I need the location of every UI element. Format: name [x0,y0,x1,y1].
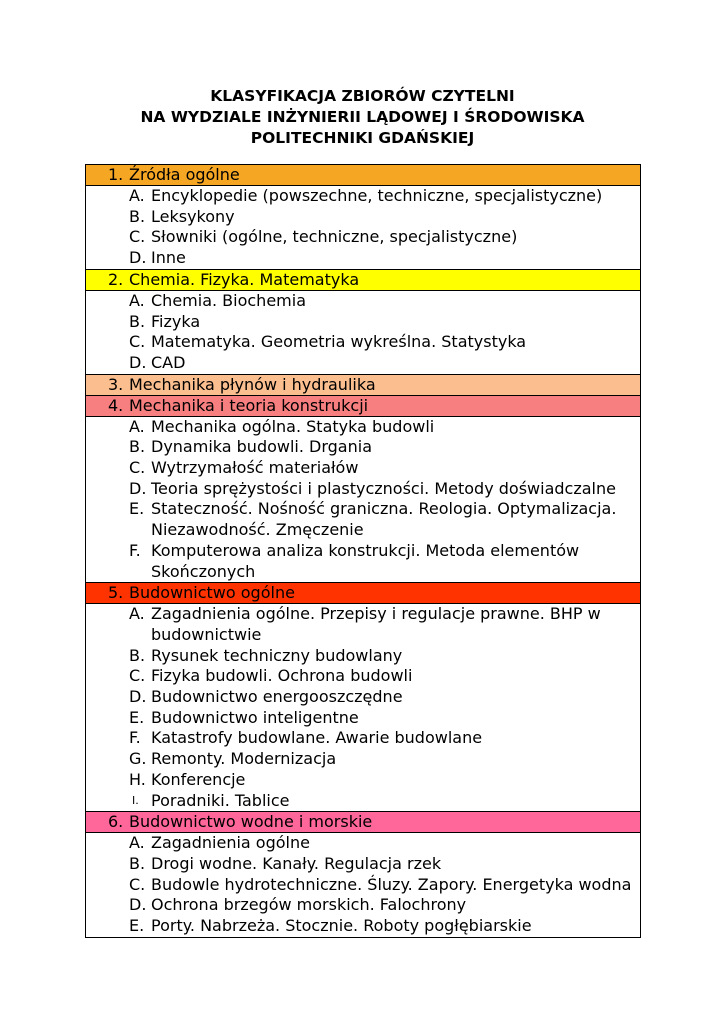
section-header [86,583,640,604]
item-letter: H. [129,769,146,789]
list-item [86,666,640,687]
title-line-1: KLASYFIKACJA ZBIORÓW CZYTELNI [210,87,515,105]
item-text: Zagadnienia ogólne. Przepisy i regulacje prawne. BHP w budownictwie [151,604,601,644]
list-item [86,646,640,667]
list-item [86,728,640,749]
section-number: 4. [108,395,124,415]
item-letter: B. [129,311,146,331]
item-letter: F. [129,540,141,560]
list-item [86,687,640,708]
item-letter: A. [129,290,145,310]
list-item [86,437,640,458]
list-item [86,499,640,540]
item-text: Encyklopedie (powszechne, techniczne, specjalistyczne) [151,186,603,205]
item-text: Słowniki (ogólne, techniczne, specjalistyczne) [151,227,518,247]
item-letter: D. [129,352,147,372]
section-header [86,375,640,395]
section-items [86,604,640,811]
section-items [86,291,640,374]
list-item [86,227,640,248]
section-label: Źródła ogólne [129,165,240,184]
item-text: Matematyka. Geometria wykreślna. Statystyka [151,332,527,352]
item-text: Inne [151,248,186,268]
section-6 [86,811,640,937]
section-header [86,270,640,291]
item-text: Drogi wodne. Kanały. Regulacja rzek [151,853,442,873]
item-letter: G. [129,749,147,769]
item-text: Mechanika ogólna. Statyka budowli [151,416,435,436]
item-text: Teoria sprężystości i plastyczności. Metody doświadczalne [151,478,616,498]
item-letter: A. [129,186,145,205]
list-item [86,186,640,207]
item-text: CAD [151,352,186,372]
item-text: Leksykony [151,206,235,226]
item-letter: A. [129,416,145,436]
item-text: Chemia. Biochemia [151,290,306,310]
list-item [86,353,640,374]
list-item [86,604,640,645]
item-text: Fizyka [151,311,201,331]
section-number: 5. [108,583,124,603]
item-text: Katastrofy budowlane. Awarie budowlane [151,728,483,748]
section-number: 6. [108,812,124,832]
section-items [86,417,640,583]
list-item [86,854,640,875]
classification-table [85,164,641,938]
item-letter: D. [129,895,147,915]
list-item [86,332,640,353]
section-4 [86,395,640,583]
section-label: Mechanika i teoria konstrukcji [129,395,369,415]
item-text: Porty. Nabrzeża. Stocznie. Roboty pogłębiarskie [151,916,532,936]
item-text: Komputerowa analiza konstrukcji. Metoda elementów Skończonych [151,540,580,581]
item-text: Budownictwo energooszczędne [151,687,403,707]
list-item [86,770,640,791]
item-text: Dynamika budowli. Drgania [151,437,372,457]
section-2 [86,269,640,374]
item-letter: E. [129,499,145,519]
list-item [86,875,640,896]
list-item [86,833,640,854]
item-letter: A. [129,604,145,624]
list-item [86,207,640,228]
section-number: 2. [108,269,124,289]
item-letter: C. [129,332,146,352]
item-letter: C. [129,227,146,247]
item-letter: A. [129,833,145,853]
section-label: Mechanika płynów i hydraulika [129,374,376,394]
list-item [86,479,640,500]
item-letter: C. [129,874,146,894]
item-letter: D. [129,248,147,268]
list-item [86,248,640,269]
item-text: Wytrzymałość materiałów [151,458,359,478]
item-letter: D. [129,687,147,707]
item-letter: E. [129,916,145,936]
section-number: 1. [108,165,124,184]
section-label: Budownictwo ogólne [129,583,295,603]
list-item [86,749,640,770]
list-item [86,791,640,812]
item-letter: B. [129,853,146,873]
item-letter: B. [129,437,146,457]
item-letter: C. [129,666,146,686]
section-items [86,186,640,269]
item-letter: E. [129,707,145,727]
item-text: Konferencje [151,769,246,789]
list-item [86,708,640,729]
section-header [86,396,640,417]
item-text: Ochrona brzegów morskich. Falochrony [151,895,467,915]
item-text: Rysunek techniczny budowlany [151,645,403,665]
document-title [0,86,725,149]
list-item [86,291,640,312]
item-text: Fizyka budowli. Ochrona budowli [151,666,413,686]
item-letter: B. [129,645,146,665]
item-text: Remonty. Modernizacja [151,749,337,769]
list-item [86,895,640,916]
section-5 [86,582,640,811]
item-letter: I. [132,793,139,807]
section-1 [86,165,640,269]
list-item [86,417,640,438]
item-text: Budownictwo inteligentne [151,707,359,727]
item-letter: C. [129,458,146,478]
section-label: Budownictwo wodne i morskie [129,812,373,832]
item-letter: B. [129,206,146,226]
title-line-3: POLITECHNIKI GDAŃSKIEJ [250,129,475,147]
item-letter: D. [129,478,147,498]
section-items [86,833,640,937]
section-label: Chemia. Fizyka. Matematyka [129,269,360,289]
section-header [86,165,640,186]
item-text: Poradniki. Tablice [151,790,290,810]
section-header [86,812,640,833]
section-number: 3. [108,374,124,394]
list-item [86,458,640,479]
item-letter: F. [129,728,141,748]
list-item [86,916,640,937]
item-text: Budowle hydrotechniczne. Śluzy. Zapory. Energetyka wodna [151,874,632,894]
list-item [86,312,640,333]
item-text: Stateczność. Nośność graniczna. Reologia. Optymalizacja. Niezawodność. Zmęczenie [151,499,617,540]
item-text: Zagadnienia ogólne [151,833,310,853]
list-item [86,541,640,582]
title-line-2: NA WYDZIALE INŻYNIERII LĄDOWEJ I ŚRODOWISKA [140,108,585,126]
section-3 [86,374,640,395]
